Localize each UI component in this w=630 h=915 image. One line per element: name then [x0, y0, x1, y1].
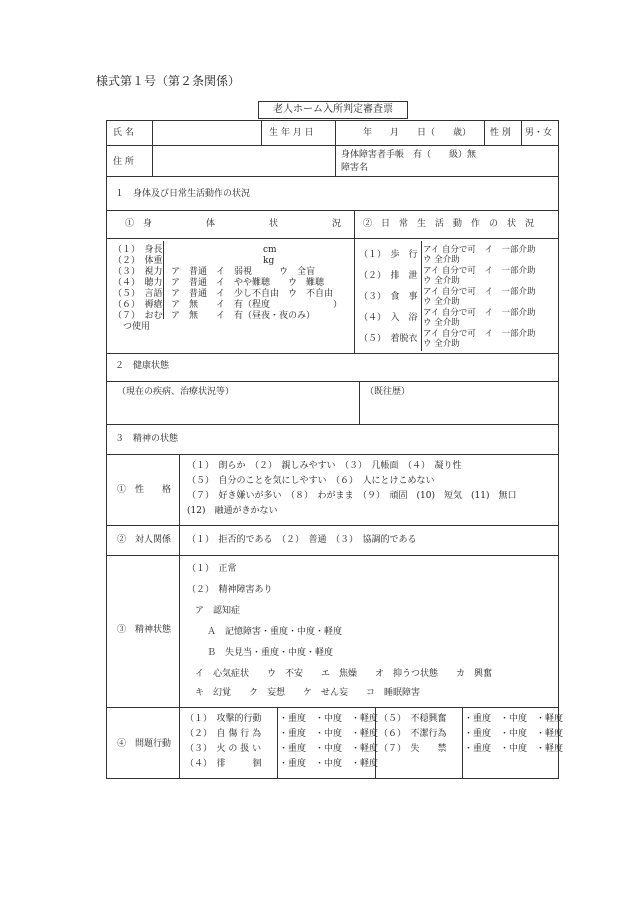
- behavior-item-label: （５） 不穏興奮: [379, 714, 447, 724]
- sex-label: 性 別: [490, 128, 511, 138]
- dob-value: 年 月 日（ 歳）: [363, 128, 472, 138]
- rule: [107, 424, 558, 425]
- personality-line: （１） 朗らか （２） 親しみやすい （３） 几帳面 （４） 凝り性: [187, 461, 462, 471]
- adl-row-label: （５） 着脱衣: [359, 334, 418, 344]
- rule: [107, 145, 558, 146]
- behavior-item-grade: ・重度 ・中度 ・軽度: [464, 714, 564, 724]
- adl-row-line1: アイ 自分で可 イ 一部介助: [423, 287, 536, 297]
- physical-row-label: （２） 体重: [113, 256, 163, 266]
- behavior-item-grade: ・重度 ・中度 ・軽度: [464, 729, 564, 739]
- mental-line: ア 認知症: [195, 606, 241, 616]
- rule: [107, 210, 558, 211]
- personality-label: ① 性 格: [117, 485, 172, 495]
- physical-row-value: ア 普通 イ 弱視 ウ 全盲: [171, 267, 316, 277]
- rule: [335, 121, 336, 176]
- history-label: （既往歴）: [365, 387, 411, 397]
- physical-header: ① 身 体 状 況: [125, 219, 342, 229]
- form-number: 様式第１号（第２条関係）: [96, 74, 241, 88]
- adl-row-label: （２） 排 泄: [359, 271, 418, 281]
- physical-row-value: ア 普通 イ 少し不自由 ウ 不自由: [171, 289, 334, 299]
- behavior-item-label: （６） 不潔行為: [379, 729, 447, 739]
- behavior-item-grade: ・重度 ・中度 ・軽度: [279, 759, 379, 769]
- adl-row-line2: ウ 全介助: [423, 276, 460, 286]
- physical-row-label: （３） 視力: [113, 267, 163, 277]
- behavior-item-label: （４） 徘 徊: [185, 759, 262, 769]
- rule: [107, 238, 558, 239]
- behavior-item-grade: ・重度 ・中度 ・軽度: [279, 744, 379, 754]
- adl-row-label: （１） 歩 行: [359, 250, 418, 260]
- rule: [359, 381, 360, 424]
- adl-row-line1: アイ 自分で可 イ 一部介助: [423, 308, 536, 318]
- behavior-item-label: （１） 攻撃的行動: [185, 714, 262, 724]
- physical-row-label: つ使用: [123, 322, 151, 332]
- adl-row-line2: ウ 全介助: [423, 339, 460, 349]
- behavior-item-label: （７） 失 禁: [379, 744, 447, 754]
- physical-row-label: （６） 褥瘡: [113, 300, 163, 310]
- sex-value: 男・女: [525, 128, 553, 138]
- rule: [484, 121, 485, 145]
- current-illness-label: （現在の疾病、治療状況等）: [117, 387, 235, 397]
- physical-row-label: （１） 身長: [113, 245, 163, 255]
- physical-row-value: kg: [263, 256, 275, 266]
- address-label: 住 所: [113, 157, 134, 167]
- adl-row-label: （３） 食 事: [359, 292, 418, 302]
- adl-row-line1: アイ 自分で可 イ 一部介助: [423, 245, 536, 255]
- physical-row-value: ア 普通 イ やや難聴 ウ 難聴: [171, 278, 325, 288]
- adl-row-line1: アイ 自分で可 イ 一部介助: [423, 266, 536, 276]
- mental-line: イ 心気症状 ウ 不安 エ 焦燥 オ 抑うつ状態 カ 興奮: [195, 669, 493, 679]
- rule: [462, 707, 463, 778]
- behavior-item-grade: ・重度 ・中度 ・軽度: [464, 744, 564, 754]
- adl-row-line2: ウ 全介助: [423, 255, 460, 265]
- adl-row-label: （４） 入 浴: [359, 313, 418, 323]
- mental-line: キ 幻覚 ク 妄想 ケ せん妄 コ 睡眠障害: [195, 688, 421, 698]
- adl-row-line2: ウ 全介助: [423, 318, 460, 328]
- rule: [354, 210, 355, 353]
- behavior-item-grade: ・重度 ・中度 ・軽度: [279, 729, 379, 739]
- rule: [521, 121, 522, 145]
- rule: [107, 707, 558, 708]
- name-label: 氏 名: [113, 128, 134, 138]
- dob-label: 生 年 月 日: [269, 128, 314, 138]
- adl-header: ② 日 常 生 活 動 作 の 状 況: [363, 219, 535, 229]
- behavior-item-label: （３） 火 の 扱 い: [185, 744, 262, 754]
- rule: [179, 454, 180, 778]
- mental-label: ③ 精神状態: [117, 625, 172, 635]
- mental-line: （１） 正常: [187, 564, 237, 574]
- physical-row-value: ア 無 イ 有（昼夜・夜のみ）: [171, 311, 316, 321]
- section3-title: ３ 精神の状態: [115, 434, 179, 444]
- physical-row-value: cm: [263, 245, 277, 255]
- mental-line: （２） 精神障害あり: [187, 585, 273, 595]
- interpersonal-value: （１） 拒否的である （２） 普通 （３） 協調的である: [187, 535, 417, 545]
- section1-title: １ 身体及び日常生活動作の状況: [115, 189, 251, 199]
- rule: [107, 454, 558, 455]
- physical-row-label: （７） おむ: [113, 311, 163, 321]
- mental-line: Ｂ 失見当・重度・中度・軽度: [207, 648, 334, 658]
- physical-row-label: （５） 言語: [113, 289, 163, 299]
- rule: [261, 121, 262, 145]
- physical-row-label: （４） 聴力: [113, 278, 163, 288]
- adl-row-line1: アイ 自分で可 イ 一部介助: [423, 329, 536, 339]
- disability-name: 障害名: [341, 163, 369, 173]
- rule: [107, 525, 558, 526]
- assessment-form: [106, 120, 564, 779]
- behavior-item-grade: ・重度 ・中度 ・軽度: [279, 714, 379, 724]
- rule: [163, 241, 164, 319]
- rule: [107, 176, 558, 177]
- behavior-label: ④ 問題行動: [117, 739, 172, 749]
- rule: [107, 381, 558, 382]
- mental-line: Ａ 記憶障害・重度・中度・軽度: [207, 627, 343, 637]
- personality-line: （７） 好き嫌いが多い （８） わがまま （９） 頑固 (10) 短気 (11) 無口: [187, 491, 517, 501]
- rule: [107, 555, 558, 556]
- rule: [152, 121, 153, 176]
- disability-notebook: 身体障害者手帳 有（ 級）無: [341, 150, 477, 160]
- personality-line: （５） 自分のことを気にしやすい （６） 人にとけこめない: [187, 476, 435, 486]
- section2-title: ２ 健康状態: [115, 361, 170, 371]
- form-title: 老人ホーム入所判定審査票: [258, 101, 408, 119]
- physical-row-value: ア 無 イ 有（程度 ）: [171, 300, 343, 310]
- personality-line: (12) 融通がきかない: [187, 506, 278, 516]
- rule: [277, 707, 278, 778]
- rule: [107, 353, 558, 354]
- rule: [421, 241, 422, 351]
- interpersonal-label: ② 対人関係: [117, 535, 172, 545]
- adl-row-line2: ウ 全介助: [423, 297, 460, 307]
- behavior-item-label: （２） 自 傷 行 為: [185, 729, 262, 739]
